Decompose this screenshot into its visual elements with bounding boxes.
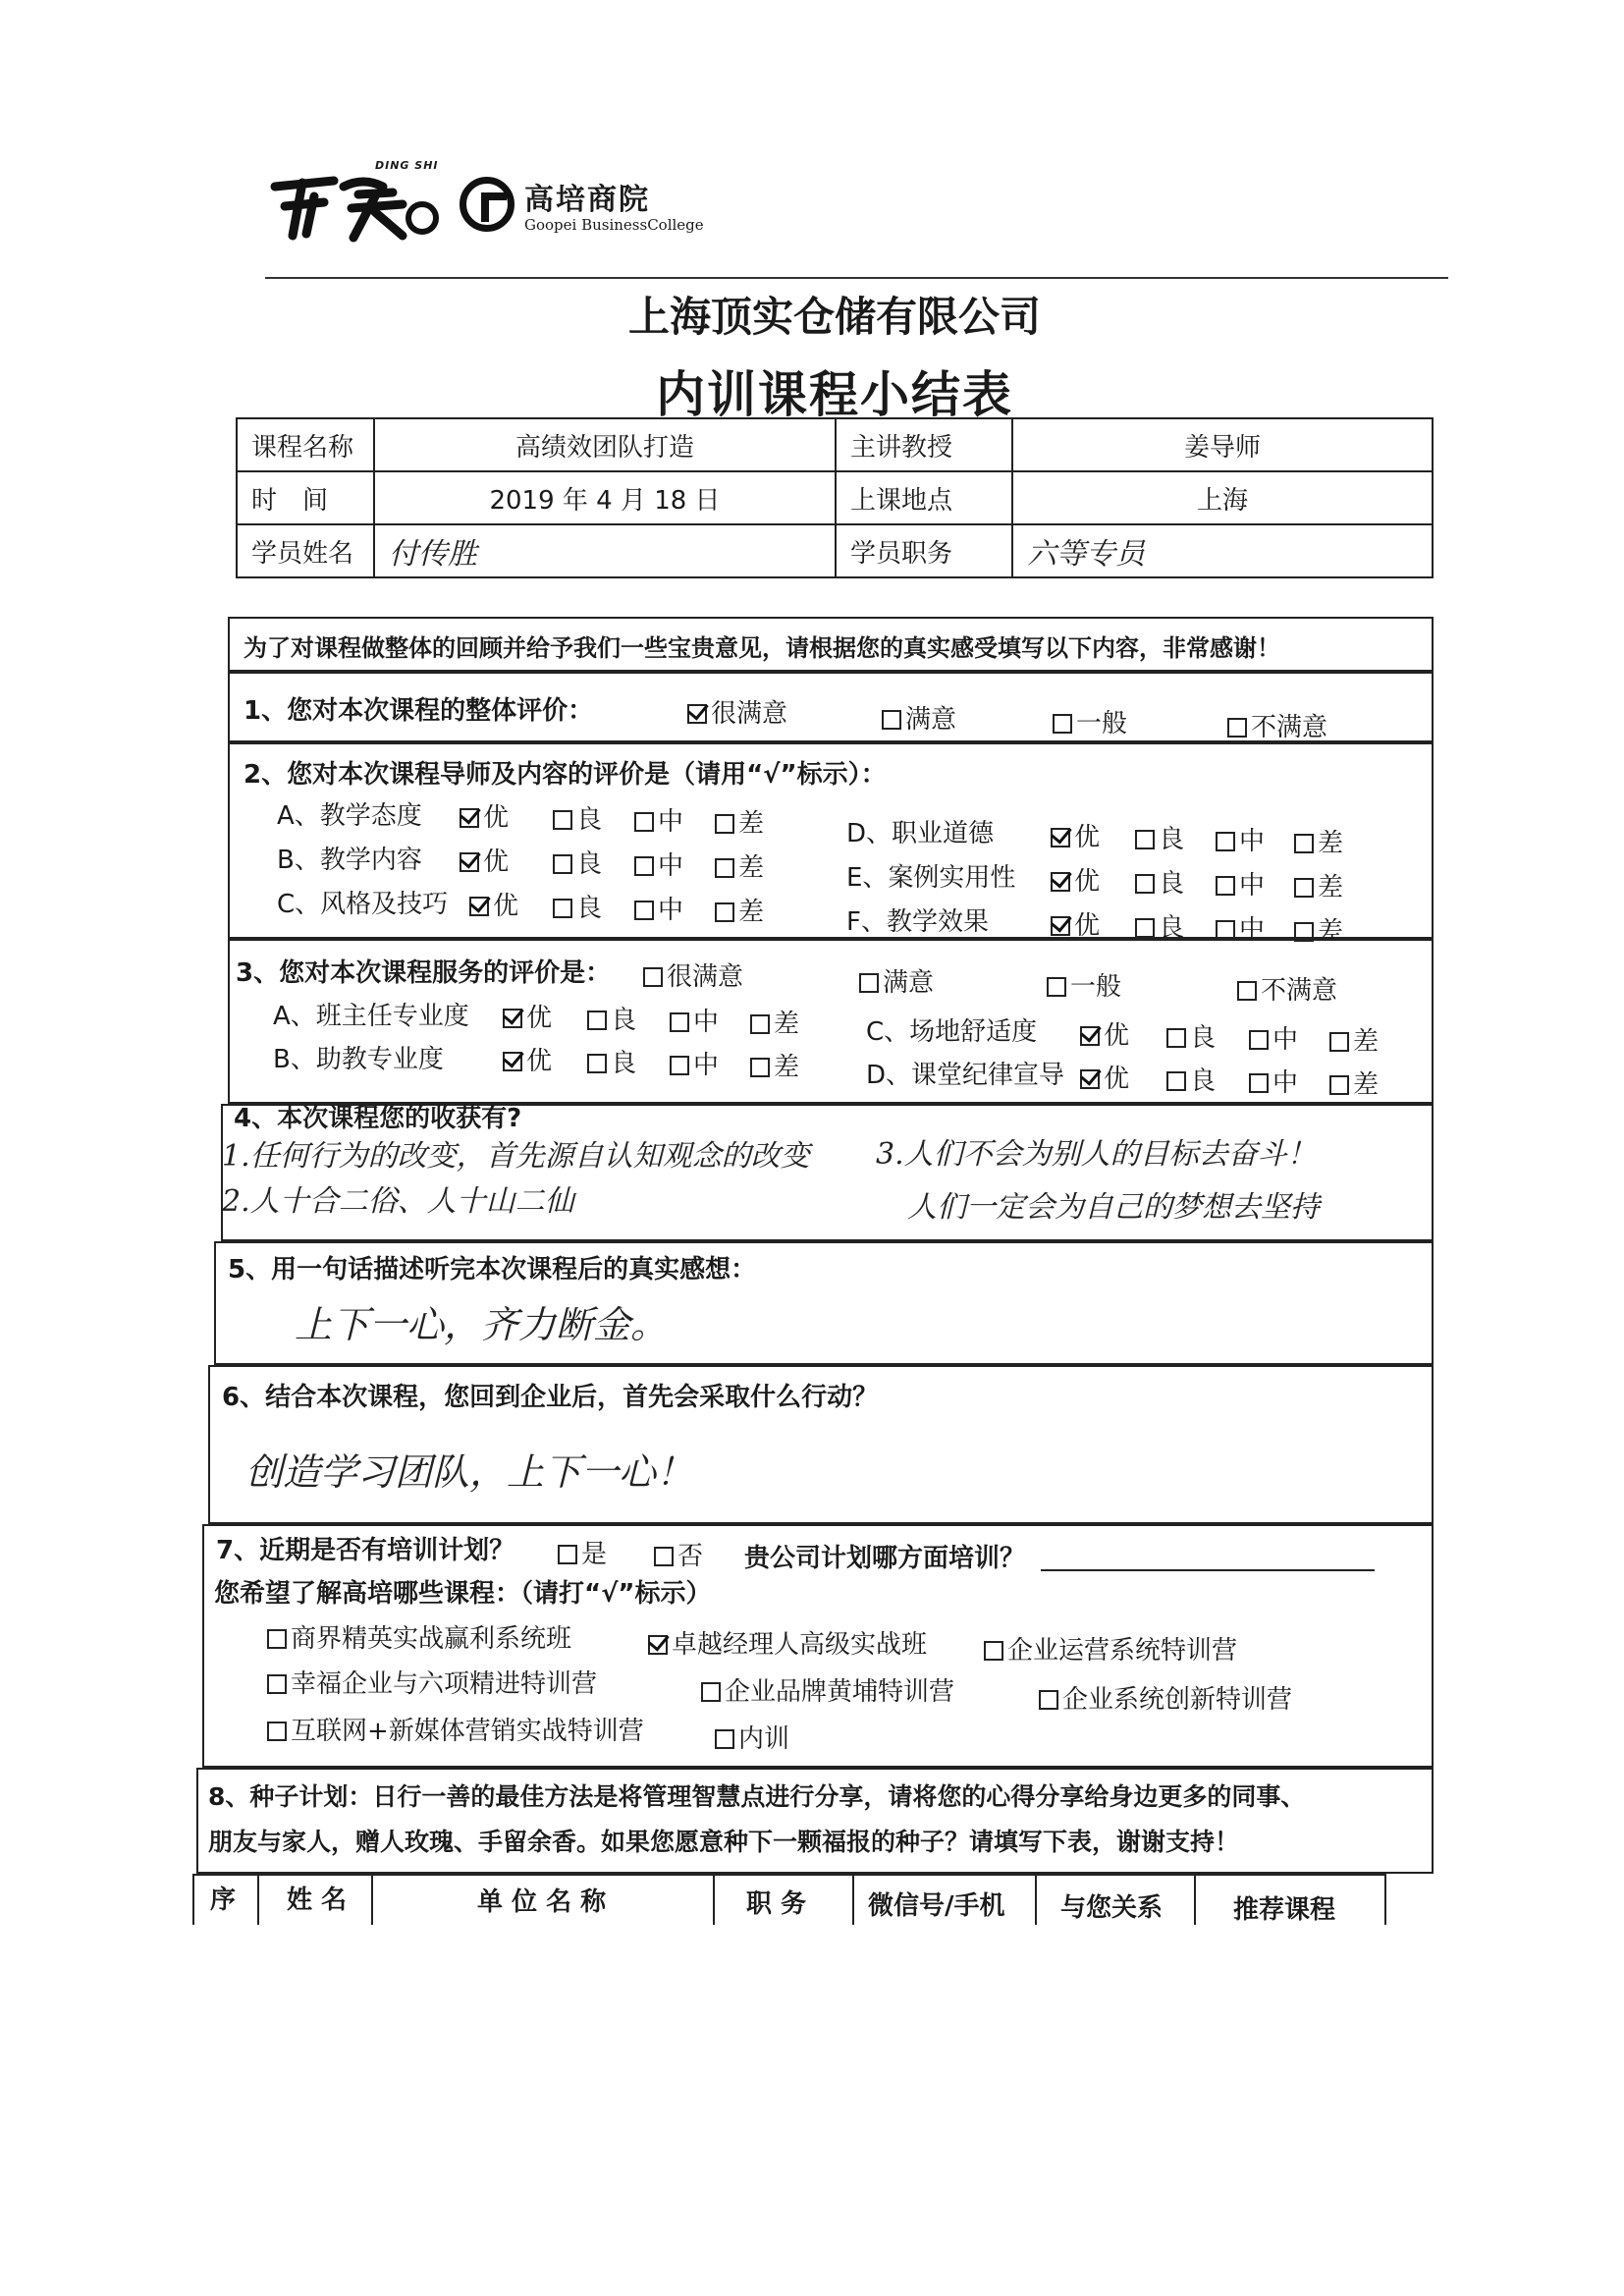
- q4-label: 4、本次课程您的收获有?: [234, 1104, 522, 1133]
- q4-answer-2: 2.人十合二俗、人十山二仙: [222, 1184, 574, 1219]
- q5-answer: 上下一心，齐力断金。: [295, 1303, 669, 1346]
- q7-course-4[interactable]: 幸福企业与六项精进特训营: [267, 1664, 597, 1700]
- q2-e-grade-excellent[interactable]: 优: [1051, 861, 1100, 898]
- q8-line-1: 8、种子计划：日行一善的最佳方法是将管理智慧点进行分享，请将您的心得分享给身边更多的同事、: [208, 1782, 1306, 1811]
- q7-courses-label: 您希望了解高培哪些课程：（请打“√”标示）: [214, 1579, 712, 1609]
- q2-f-grade-good[interactable]: 良: [1135, 907, 1184, 944]
- q3-d-grade-excellent[interactable]: 优: [1080, 1059, 1129, 1095]
- q7-option-yes[interactable]: 是: [558, 1534, 607, 1570]
- q7-label: 7、近期是否有培训计划？: [216, 1536, 515, 1565]
- course-name-label: 课程名称: [237, 418, 374, 471]
- q3-item-d: D、课堂纪律宣导: [866, 1061, 1065, 1090]
- q2-e-grade-medium[interactable]: 中: [1216, 865, 1265, 902]
- q2-f-grade-excellent[interactable]: 优: [1051, 905, 1100, 942]
- q8-line-2: 朋友与家人，赠人玫瑰、手留余香。如果您愿意种下一颗福报的种子？请填写下表，谢谢支持！: [208, 1828, 1240, 1856]
- seed-col-company: 单 位 名 称: [477, 1887, 607, 1917]
- seed-col-no: 序: [210, 1886, 237, 1915]
- q2-b-grade-poor[interactable]: 差: [715, 847, 764, 884]
- q3-a-grade-good[interactable]: 良: [587, 1000, 636, 1036]
- q5-label: 5、用一句话描述听完本次课程后的真实感想：: [228, 1255, 757, 1285]
- q1-option-very-satisfied[interactable]: 很满意: [687, 693, 787, 730]
- q2-c-grade-medium[interactable]: 中: [634, 890, 683, 926]
- place-value: 上海: [1012, 471, 1433, 524]
- q7-course-5[interactable]: 企业品牌黄埔特训营: [701, 1671, 954, 1708]
- company-title: 上海顶实仓储有限公司: [627, 293, 1041, 341]
- q6-answer: 创造学习团队，上下一心！: [245, 1450, 694, 1494]
- student-position-value: [1012, 524, 1433, 577]
- place-label: 上课地点: [836, 471, 1012, 524]
- q3-a-grade-medium[interactable]: 中: [670, 1002, 719, 1038]
- student-name-label: 学员姓名: [237, 524, 374, 577]
- q4-answer-3: 3.人们不会为别人的目标去奋斗！: [876, 1137, 1317, 1172]
- seed-col-wechat: 微信号/手机: [868, 1891, 1005, 1921]
- q3-label: 3、您对本次课程服务的评价是：: [236, 958, 612, 988]
- student-name-value: [374, 524, 836, 577]
- q3-item-a: A、班主任专业度: [273, 1002, 469, 1031]
- q1-option-unsatisfied[interactable]: 不满意: [1227, 707, 1327, 743]
- q2-b-grade-good[interactable]: 良: [553, 844, 602, 880]
- q2-item-e: E、案例实用性: [846, 863, 1016, 893]
- q2-f-grade-poor[interactable]: 差: [1294, 911, 1343, 948]
- q4-answer-4: 人们一定会为自己的梦想去坚持: [907, 1190, 1320, 1225]
- q3-b-grade-good[interactable]: 良: [587, 1043, 636, 1079]
- q1-option-average[interactable]: 一般: [1053, 703, 1127, 739]
- q2-b-grade-excellent[interactable]: 优: [460, 842, 509, 878]
- q7-course-1[interactable]: 商界精英实战赢利系统班: [267, 1618, 571, 1655]
- q2-c-grade-excellent[interactable]: 优: [469, 886, 518, 922]
- q2-d-grade-excellent[interactable]: 优: [1051, 817, 1100, 853]
- dingshi-pinyin: DING SHI: [375, 159, 439, 172]
- student-position-label: 学员职务: [836, 524, 1012, 577]
- q1-option-satisfied[interactable]: 满意: [882, 699, 956, 736]
- q2-a-grade-medium[interactable]: 中: [634, 801, 683, 838]
- q2-a-grade-good[interactable]: 良: [553, 799, 602, 836]
- q6-label: 6、结合本次课程，您回到企业后，首先会采取什么行动？: [222, 1383, 879, 1412]
- q3-d-grade-poor[interactable]: 差: [1329, 1065, 1379, 1101]
- lecturer-label: 主讲教授: [836, 418, 1012, 471]
- q3-c-grade-excellent[interactable]: 优: [1080, 1015, 1129, 1052]
- q2-c-grade-good[interactable]: 良: [553, 888, 602, 924]
- q7-plan-label: 贵公司计划哪方面培训？: [744, 1544, 1026, 1573]
- q3-d-grade-good[interactable]: 良: [1166, 1061, 1216, 1097]
- q3-b-grade-medium[interactable]: 中: [670, 1045, 719, 1081]
- q3-c-grade-poor[interactable]: 差: [1329, 1021, 1379, 1058]
- q7-course-3[interactable]: 企业运营系统特训营: [984, 1630, 1237, 1667]
- q2-d-grade-medium[interactable]: 中: [1216, 821, 1265, 857]
- q2-item-c: C、风格及技巧: [277, 890, 449, 919]
- seed-col-course: 推荐课程: [1233, 1895, 1336, 1925]
- q3-item-c: C、场地舒适度: [866, 1017, 1038, 1047]
- intro-text: 为了对课程做整体的回顾并给予我们一些宝贵意见，请根据您的真实感受填写以下内容，非常感谢！: [244, 634, 1280, 662]
- q7-course-8[interactable]: 内训: [715, 1719, 789, 1755]
- q2-d-grade-poor[interactable]: 差: [1294, 823, 1343, 859]
- q2-e-grade-poor[interactable]: 差: [1294, 867, 1343, 903]
- goopei-logo: [460, 175, 725, 244]
- student-position-handwriting: 六等专员: [1027, 537, 1145, 572]
- q2-c-grade-poor[interactable]: 差: [715, 892, 764, 928]
- lecturer-value: 姜导师: [1012, 418, 1433, 471]
- student-name-handwriting: 付传胜: [389, 537, 477, 572]
- q2-d-grade-good[interactable]: 良: [1135, 819, 1184, 855]
- goopei-name: 高培商院: [524, 183, 650, 217]
- seed-col-relation: 与您关系: [1060, 1893, 1164, 1923]
- course-name-value: 高绩效团队打造: [374, 418, 836, 471]
- goopei-en: Goopei BusinessCollege: [524, 216, 704, 234]
- q2-item-f: F、教学效果: [846, 907, 989, 937]
- q3-c-grade-medium[interactable]: 中: [1249, 1019, 1298, 1056]
- q2-e-grade-good[interactable]: 良: [1135, 863, 1184, 900]
- q3-d-grade-medium[interactable]: 中: [1249, 1063, 1298, 1099]
- q3-item-b: B、助教专业度: [273, 1045, 444, 1074]
- q3-option-unsatisfied[interactable]: 不满意: [1237, 970, 1337, 1007]
- header-rule: [265, 277, 1448, 279]
- q1-label: 1、您对本次课程的整体评价：: [244, 696, 594, 726]
- q7-course-7[interactable]: 互联网+新媒体营销实战特训营: [267, 1711, 644, 1747]
- q7-plan-field[interactable]: [1041, 1569, 1375, 1571]
- q7-course-6[interactable]: 企业系统创新特训营: [1039, 1679, 1292, 1716]
- form-title: 内训课程小结表: [656, 366, 1013, 423]
- q2-item-b: B、教学内容: [277, 846, 422, 875]
- q7-option-no[interactable]: 否: [654, 1536, 703, 1572]
- q2-label: 2、您对本次课程导师及内容的评价是（请用“√”标示）：: [244, 760, 887, 790]
- dingshi-logo: [265, 157, 442, 246]
- time-value: 2019 年 4 月 18 日: [374, 471, 836, 524]
- q3-option-very-satisfied[interactable]: 很满意: [643, 957, 743, 993]
- q3-option-average[interactable]: 一般: [1047, 966, 1121, 1003]
- q3-b-grade-excellent[interactable]: 优: [503, 1041, 552, 1077]
- q2-b-grade-medium[interactable]: 中: [634, 846, 683, 882]
- q2-a-grade-excellent[interactable]: 优: [460, 797, 509, 834]
- course-info-table: [236, 417, 1434, 578]
- q3-a-grade-poor[interactable]: 差: [750, 1004, 799, 1040]
- q2-item-a: A、教学态度: [277, 801, 422, 831]
- seed-col-name: 姓 名: [287, 1886, 348, 1915]
- q2-item-d: D、职业道德: [846, 819, 995, 848]
- seed-col-position: 职 务: [746, 1889, 807, 1919]
- time-label: 时 间: [237, 471, 374, 524]
- q2-a-grade-poor[interactable]: 差: [715, 803, 764, 840]
- q4-answer-1: 1.任何行为的改变，首先源自认知观念的改变: [222, 1139, 810, 1174]
- q3-option-satisfied[interactable]: 满意: [859, 962, 934, 999]
- q3-a-grade-excellent[interactable]: 优: [503, 998, 552, 1034]
- q3-b-grade-poor[interactable]: 差: [750, 1047, 799, 1083]
- q3-c-grade-good[interactable]: 良: [1166, 1017, 1216, 1054]
- q2-f-grade-medium[interactable]: 中: [1216, 909, 1265, 946]
- q7-course-2[interactable]: 卓越经理人高级实战班: [648, 1624, 927, 1661]
